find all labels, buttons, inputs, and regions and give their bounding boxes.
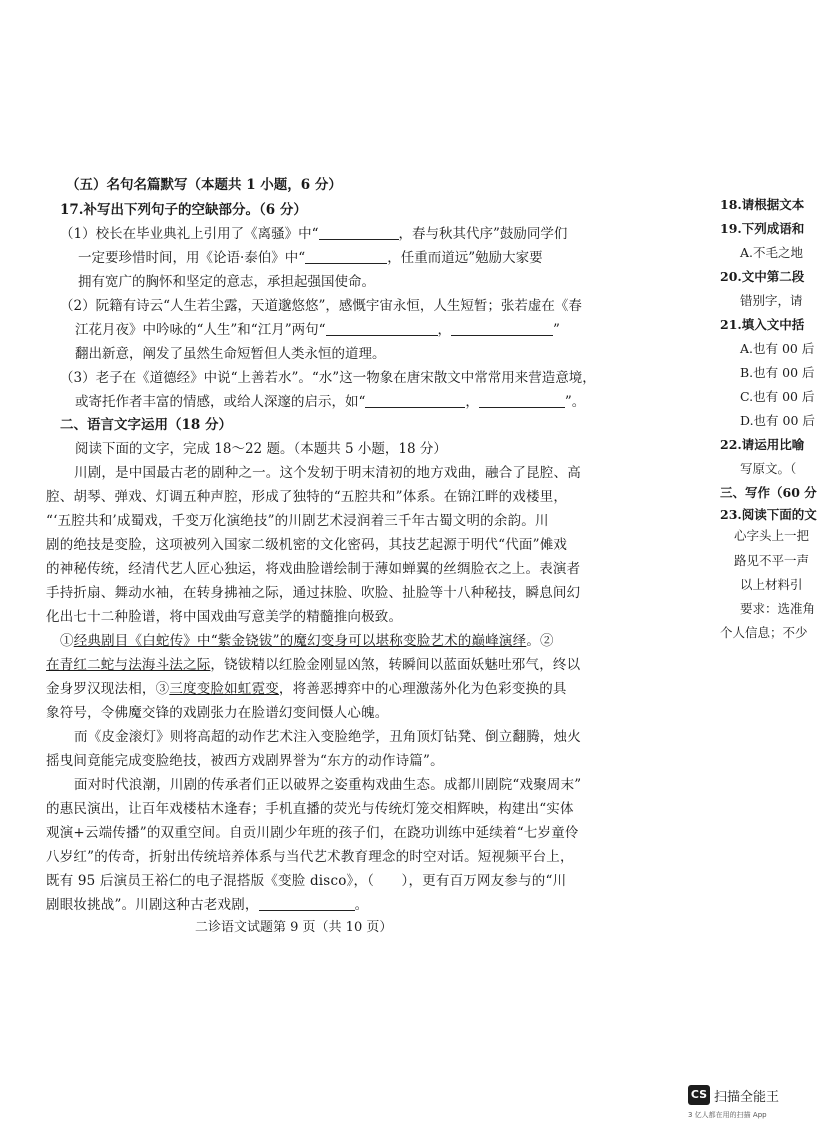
adjacent-line: 要求：选准角	[740, 601, 816, 616]
passage-line: 剧眼妆挑战”。川剧这种古老戏剧， 。	[46, 897, 369, 913]
passage-line: 手持折扇、舞动水袖，在转身拂袖之际，通过抹脸、吹脸、扯脸等十八种秘技，瞬息间幻	[46, 585, 581, 601]
passage-line: 既有 95 后演员王裕仁的电子混搭版《变脸 disco》，（ ），更有百万网友参与的“川	[46, 873, 567, 889]
answer-blank[interactable]	[451, 322, 553, 336]
camscanner-logo-icon: CS	[688, 1085, 710, 1105]
camscanner-name: 扫描全能王	[714, 1090, 780, 1105]
adjacent-line: 以上材料引	[740, 577, 803, 592]
passage-line: 金身罗汉现法相，③三度变脸如虹霓变，将善恶搏弈中的心理激荡外化为色彩变换的具	[46, 681, 567, 697]
passage-line: 在青红二蛇与法海斗法之际，铙钹精以红脸金刚显凶煞，转瞬间以蓝面妖魅吐邪气，终以	[46, 657, 581, 673]
q17-sentence-1-line-2: 一定要珍惜时间，用《论语·泰伯》中“ ，任重而道远”勉励大家要	[78, 250, 543, 266]
passage-line: 化出七十二种脸谱，将中国戏曲写意美学的精髓推向极致。	[46, 609, 403, 625]
page-footer: 二诊语文试题第 9 页（共 10 页）	[195, 920, 393, 935]
answer-blank[interactable]	[259, 897, 355, 911]
section-five-title: （五）名句名篇默写（本题共 1 小题，6 分）	[66, 177, 342, 193]
adjacent-line: 错别字，请	[740, 293, 803, 308]
answer-blank[interactable]	[479, 394, 565, 408]
underlined-sentence-2: 在青红二蛇与法海斗法之际	[46, 657, 211, 673]
camscanner-watermark	[688, 1085, 800, 1125]
passage-line: 的神秘传统，经清代艺人匠心独运，将戏曲脸谱绘制于薄如蝉翼的丝绸脸衣之上。表演者	[46, 561, 581, 577]
adjacent-line: B.也有 00 后	[740, 365, 815, 380]
adjacent-line: 19.下列成语和	[720, 221, 805, 236]
passage-line: 的惠民演出，让百年戏楼枯木逢春；手机直播的荧光与传统灯笼交相辉映，构建出“实体	[46, 801, 574, 817]
passage-line: 八岁红”的传奇，折射出传统培养体系与当代艺术教育理念的时空对话。短视频平台上，	[46, 849, 574, 865]
adjacent-line: 18.请根据文本	[720, 197, 805, 212]
question-17-title: 17.补写出下列句子的空缺部分。（6 分）	[60, 202, 307, 218]
q17-sentence-1-line-1: （1）校长在毕业典礼上引用了《离骚》中“ ，春与秋其代序”鼓励同学们	[60, 226, 568, 242]
answer-blank[interactable]	[305, 250, 387, 264]
passage-line: 剧的绝技是变脸，这项被列入国家二级机密的文化密码，其技艺起源于明代“代面”傩戏	[46, 537, 568, 553]
q17-sentence-3-line-2: 或寄托作者丰富的情感，或给人深邃的启示，如“ ， ”。	[75, 394, 586, 410]
q17-sentence-1-line-3: 拥有宽广的胸怀和坚定的意志，承担起强国使命。	[78, 274, 375, 290]
adjacent-line: A.也有 00 后	[740, 341, 815, 356]
underlined-sentence-3: 三度变脸如虹霓变	[169, 681, 279, 697]
passage-line: “‘五腔共和’成蜀戏，千变万化演绝技”的川剧艺术浸润着三千年古蜀文明的余韵。川	[46, 513, 549, 529]
adjacent-line: 23.阅读下面的文	[720, 507, 817, 522]
adjacent-page-fragment	[680, 0, 817, 1000]
passage-line: 观演+云端传播”的双重空间。自贡川剧少年班的孩子们，在跷功训练中延续着“七岁童伶	[46, 825, 579, 841]
adjacent-line: 21.填入文中括	[720, 317, 805, 332]
adjacent-line: 写原文。（	[740, 461, 797, 476]
passage-line: 象符号，令佛魔交锋的戏剧张力在脸谱幻变间慑人心魄。	[46, 705, 389, 721]
answer-blank[interactable]	[319, 226, 399, 240]
reading-instructions: 阅读下面的文字，完成 18～22 题。（本题共 5 小题，18 分）	[75, 441, 447, 457]
adjacent-line: 三、写作（60 分	[720, 485, 817, 500]
q17-sentence-3-line-1: （3）老子在《道德经》中说“上善若水”。“水”这一物象在唐宋散文中常常用来营造意境，	[60, 370, 596, 386]
adjacent-line: C.也有 00 后	[740, 389, 815, 404]
q17-sentence-2-line-1: （2）阮籍有诗云“人生若尘露，天道邈悠悠”，感慨宇宙永恒，人生短暂；张若虚在《春	[60, 298, 582, 314]
adjacent-line: 路见不平一声	[734, 553, 810, 568]
adjacent-line: 心字头上一把	[734, 528, 810, 543]
adjacent-line: 个人信息；不少	[720, 625, 808, 640]
underlined-sentence-1: 经典剧目《白蛇传》中“紫金铙钹”的魔幻变身可以堪称变脸艺术的巅峰演绎	[73, 633, 527, 649]
adjacent-line: A.不毛之地	[740, 245, 804, 260]
passage-line: 面对时代浪潮，川剧的传承者们正以破界之姿重构戏曲生态。成都川剧院“戏聚周末”	[74, 777, 582, 793]
camscanner-tagline: 3 亿人都在用的扫描 App	[688, 1111, 767, 1119]
passage-line: 川剧，是中国最古老的剧种之一。这个发轫于明末清初的地方戏曲，融合了昆腔、高	[74, 465, 581, 481]
passage-line: 摇曳间竟能完成变脸绝技，被西方戏剧界誉为“东方的动作诗篇”。	[46, 753, 444, 769]
answer-blank[interactable]	[365, 394, 465, 408]
passage-line: 而《皮金滚灯》则将高超的动作艺术注入变脸绝学，丑角顶灯钻凳、倒立翻腾，烛火	[74, 729, 581, 745]
adjacent-line: 22.请运用比喻	[720, 437, 805, 452]
section-two-title: 二、语言文字运用（18 分）	[60, 417, 232, 433]
passage-line: ①经典剧目《白蛇传》中“紫金铙钹”的魔幻变身可以堪称变脸艺术的巅峰演绎。②	[60, 633, 554, 649]
passage-line: 腔、胡琴、弹戏、灯调五种声腔，形成了独特的“五腔共和”体系。在锦江畔的戏楼里，	[46, 489, 568, 505]
q17-sentence-2-line-3: 翻出新意，阐发了虽然生命短暂但人类永恒的道理。	[75, 346, 386, 362]
answer-blank[interactable]	[326, 322, 438, 336]
q17-sentence-2-line-2: 江花月夜》中吟咏的“人生”和“江月”两句“ ， ”	[75, 322, 560, 338]
adjacent-line: D.也有 00 后	[740, 413, 815, 428]
adjacent-line: 20.文中第二段	[720, 269, 805, 284]
